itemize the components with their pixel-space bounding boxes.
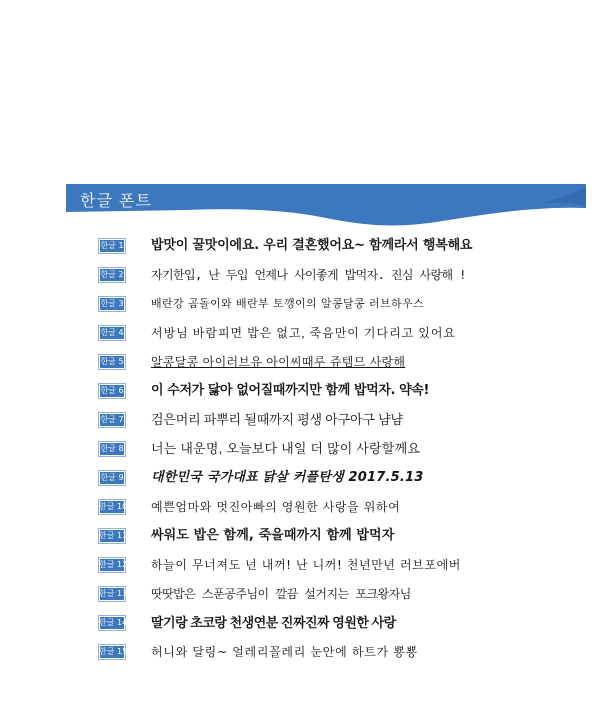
font-sample-text: 싸워도 밥은 함께, 죽을때까지 함께 밥먹자 [151, 528, 395, 543]
font-badge: 한글 7 [98, 412, 126, 428]
font-sample-text: 너는 내운명, 오늘보다 내일 더 많이 사랑할께요 [151, 441, 421, 456]
font-sample-row [98, 439, 420, 459]
font-sample-row [98, 555, 461, 575]
font-sample-text: 검은머리 파뿌리 될때까지 평생 아구아구 냠냠 [151, 412, 403, 427]
section-title: 한글 폰트 [80, 191, 152, 210]
font-sample-row [98, 642, 418, 662]
font-sample-row [98, 526, 394, 546]
font-badge: 한글 12 [98, 557, 126, 573]
font-badge: 한글 6 [98, 383, 126, 399]
font-sample-text: 대한민국 국가대표 닭살 커플탄생 2017.5.13 [151, 470, 424, 485]
font-sample-text: 알콩달콩 아이러브유 아이씨때루 쥬템므 사랑해 [151, 355, 406, 369]
font-sample-row [98, 265, 466, 285]
font-sample-text: 서방님 바람피면 밥은 없고, 죽음만이 기다리고 있어요 [151, 326, 457, 340]
font-badge: 한글 3 [98, 296, 126, 312]
font-badge: 한글 8 [98, 441, 126, 457]
font-sample-row [98, 323, 456, 343]
font-badge: 한글 14 [98, 615, 126, 631]
font-badge: 한글 15 [98, 644, 126, 660]
font-sample-text: 허니와 달링~ 얼레리꼴레리 눈안에 하트가 뿅뿅 [151, 645, 418, 659]
font-sample-row [98, 584, 411, 604]
section-banner [66, 178, 586, 236]
font-sample-text: 예쁜엄마와 멋진아빠의 영원한 사랑을 위하여 [151, 500, 401, 514]
font-badge: 한글 2 [98, 267, 126, 283]
font-badge: 한글 4 [98, 325, 126, 341]
font-sample-text: 땃땃밥은 스푼공주님이 깔끔 설거지는 포크왕자님 [151, 587, 411, 601]
font-sample-row [98, 352, 405, 372]
font-badge: 한글 10 [98, 499, 126, 515]
font-sample-text: 하늘이 무너져도 넌 내꺼! 난 니꺼! 천년만년 러브포에버 [151, 558, 461, 572]
font-sample-text: 배란강 곰돌이와 배란부 토깽이의 알콩달콩 러브하우스 [151, 297, 425, 310]
font-badge: 한글 5 [98, 354, 126, 370]
font-sample-text: 이 수저가 닳아 없어질때까지만 함께 밥먹자. 약속! [151, 383, 429, 398]
font-sample-row [98, 294, 424, 314]
font-sample-text: 딸기랑 초코랑 천생연분 진짜진짜 영원한 사랑 [151, 615, 396, 630]
font-badge: 한글 1 [98, 238, 126, 254]
font-sample-row [98, 410, 403, 430]
font-sample-row [98, 613, 396, 633]
font-sample-text: 자기한입, 난 두입 언제나 사이좋게 밥먹자. 진심 사랑해 ! [151, 268, 466, 282]
font-badge: 한글 11 [98, 528, 126, 544]
font-sample-row [98, 236, 472, 256]
font-badge: 한글 13 [98, 586, 126, 602]
font-sample-row [98, 381, 429, 401]
font-sample-text: 밥맛이 꿀맛이에요. 우리 결혼했어요~ 함께라서 행복해요 [151, 238, 473, 253]
font-sample-row [98, 468, 424, 488]
font-badge: 한글 9 [98, 470, 126, 486]
font-sample-row [98, 497, 400, 517]
